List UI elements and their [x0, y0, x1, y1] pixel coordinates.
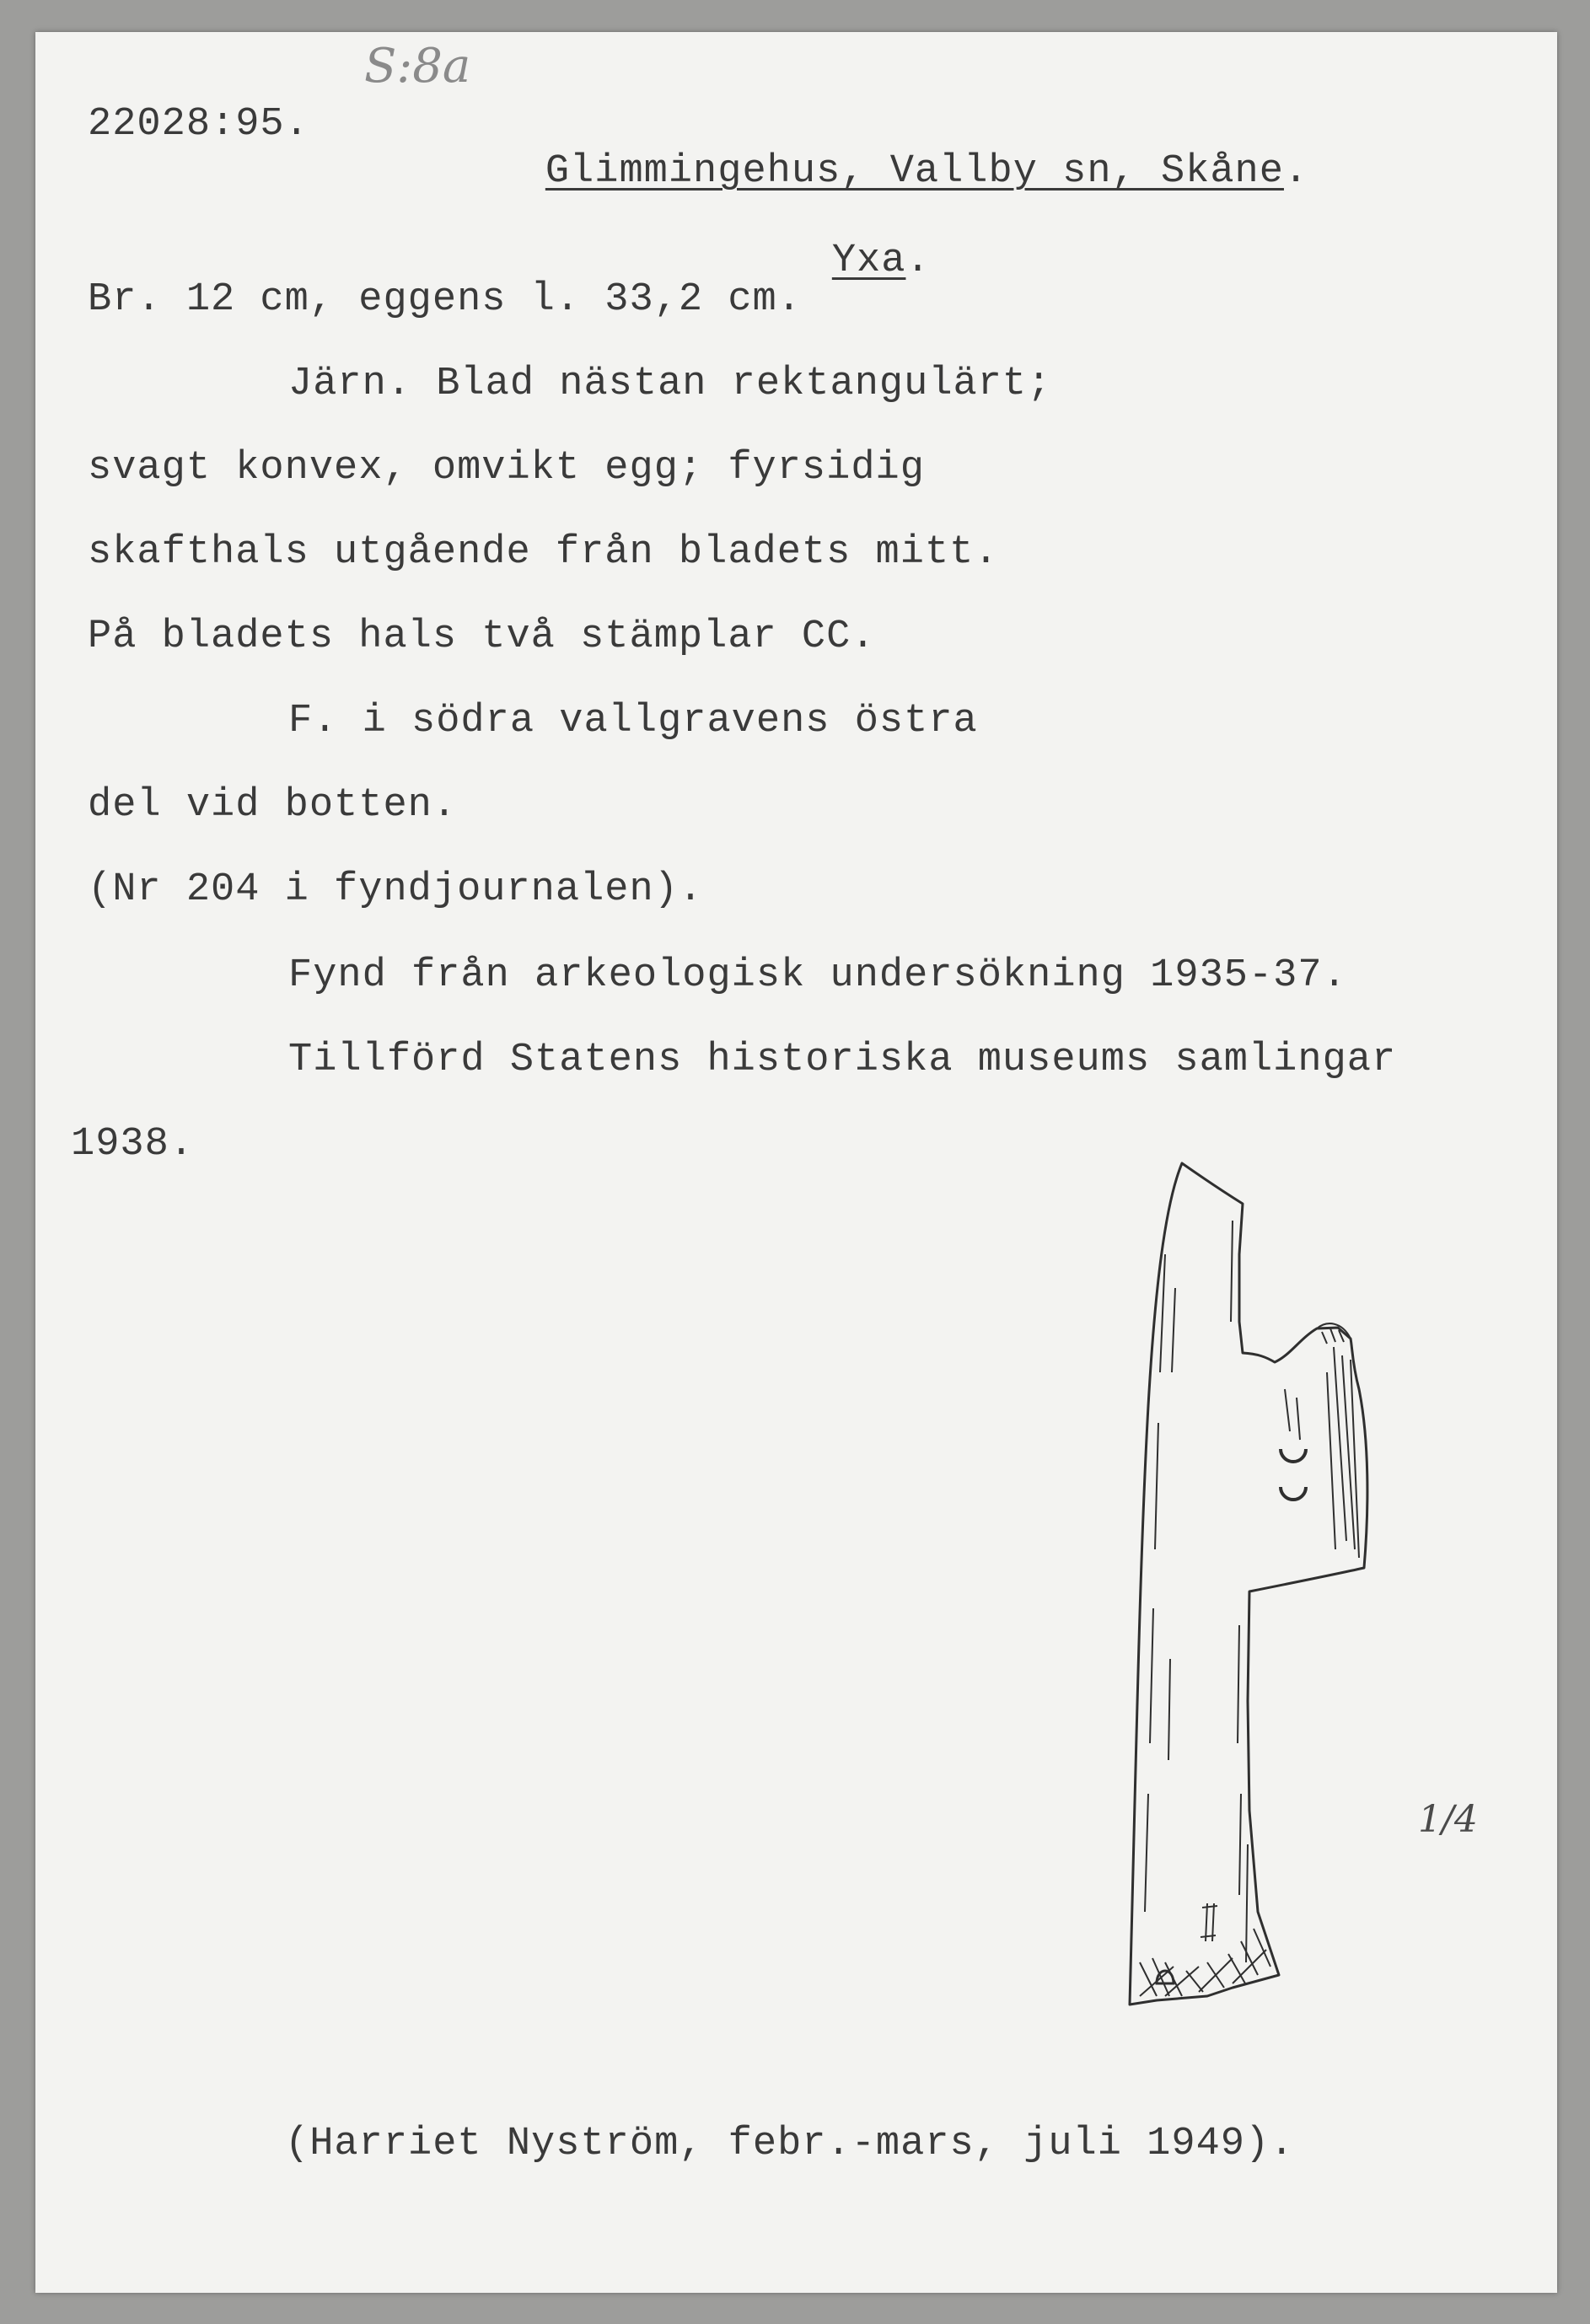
description-line: F. i södra vallgravens östra — [288, 699, 978, 743]
description-line: (Nr 204 i fyndjournalen). — [88, 867, 704, 912]
object-type-period: . — [905, 239, 931, 283]
description-line: svagt konvex, omvikt egg; fyrsidig — [88, 446, 925, 491]
description-line: På bladets hals två stämplar CC. — [88, 615, 876, 659]
scale-mark: 1/4 — [1418, 1798, 1478, 1841]
footer-credit: (Harriet Nyström, febr.-mars, juli 1949). — [285, 2122, 1295, 2166]
stamp-label — [1275, 1541, 1277, 1588]
object-type-text: Yxa — [831, 239, 906, 283]
pencil-mark: S:8a — [364, 39, 471, 94]
description-line: del vid botten. — [88, 783, 458, 828]
axe-drawing-icon — [1106, 1153, 1477, 2038]
description-line: Br. 12 cm, eggens l. 33,2 cm. — [88, 277, 802, 322]
description-line: skafthals utgående från bladets mitt. — [88, 530, 999, 575]
description-line: 1938. — [71, 1122, 195, 1167]
location-text: Glimmingehus, Vallby sn, Skåne — [545, 149, 1284, 194]
description-line: Fynd från arkeologisk undersökning 1935-37. — [288, 953, 1347, 998]
catalog-card — [35, 32, 1557, 2293]
description-line: Järn. Blad nästan rektangulärt; — [288, 362, 1052, 406]
description-line: Tillförd Statens historiska museums samlingar — [288, 1038, 1397, 1082]
location-period: . — [1283, 149, 1309, 194]
catalog-number: 22028:95. — [88, 102, 309, 147]
